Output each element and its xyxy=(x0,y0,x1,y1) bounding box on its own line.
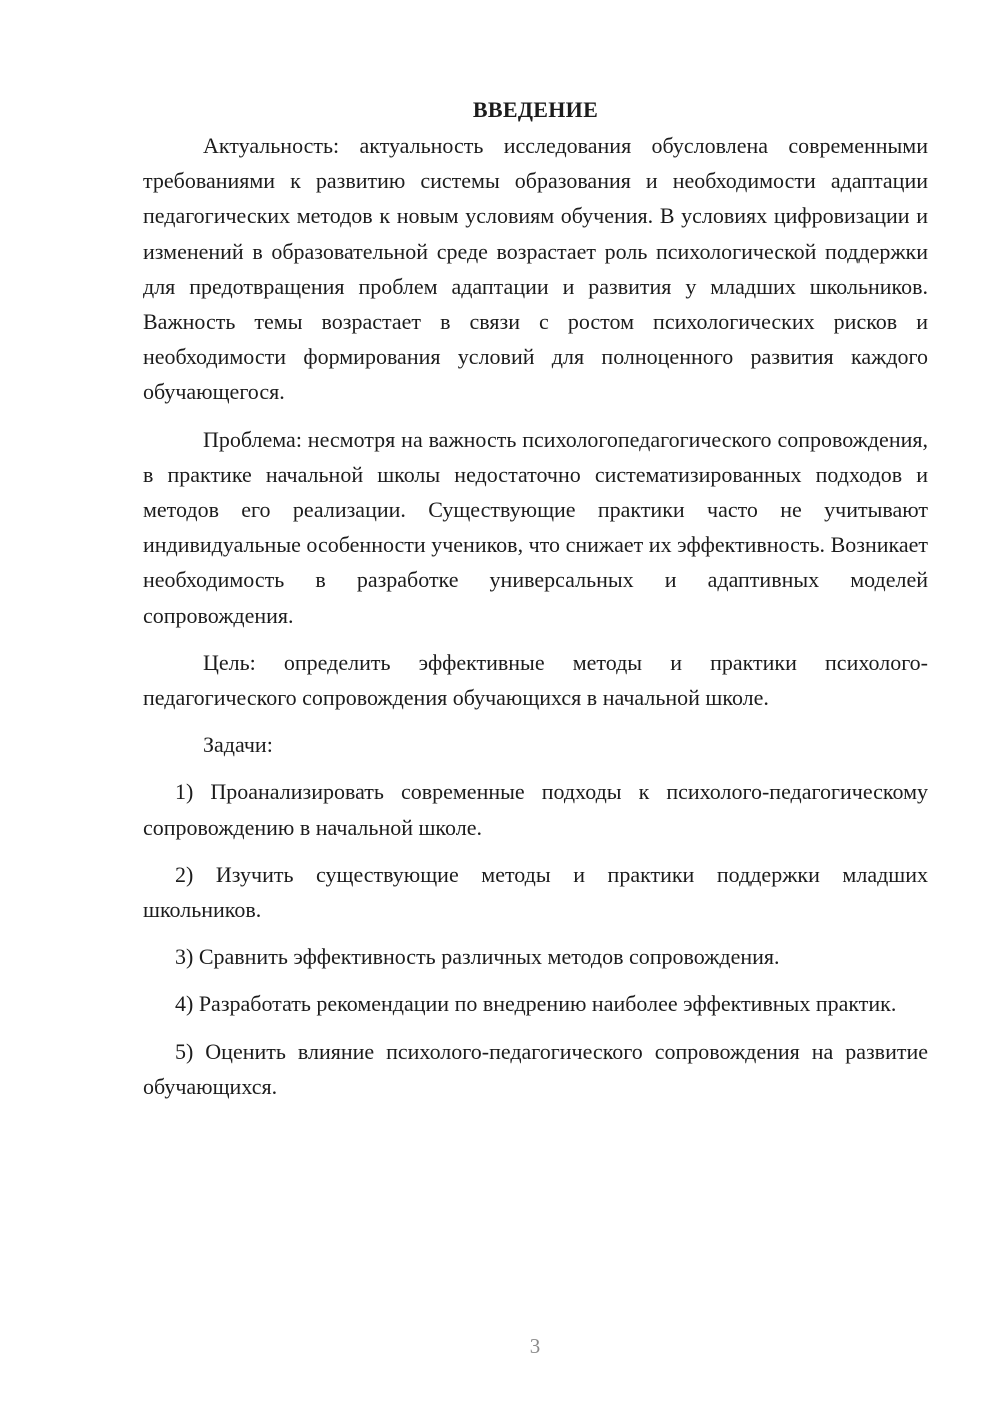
paragraph-relevance: Актуальность: актуальность исследования обусловлена современными требованиями к развитию системы образования и необходимости адаптации педагогических методов к новым условиям обучения. В условиях цифровизации и изменений в образовательной среде возрастает роль психологической поддержки для предотвращения проблем адаптации и развития у младших школьников. Важность темы возрастает в связи с ростом психологических рисков и необходимости формирования условий для полноценного развития каждого обучающегося. xyxy=(143,133,928,405)
page-number: 3 xyxy=(529,1334,541,1358)
paragraph-problem: Проблема: несмотря на важность психологопедагогического сопровождения, в практике начальной школы недостаточно систематизированных подходов и методов его реализации. Существующие практики часто не учитывают индивидуальные особенности учеников, что снижает их эффективность. Возникает необходимость в разработке универсальных и адаптивных моделей сопровождения. xyxy=(143,426,928,628)
paragraph-goal: Цель: определить эффективные методы и практики психолого-педагогического сопровождения обучающихся в начальной школе. xyxy=(143,649,928,711)
page-content xyxy=(143,94,928,1116)
task-item-4: 4) Разработать рекомендации по внедрению наиболее эффективных практик. xyxy=(175,991,897,1017)
task-item-2: 2) Изучить существующие методы и практики поддержки младших школьников. xyxy=(143,861,928,923)
task-item-3: 3) Сравнить эффективность различных методов сопровождения. xyxy=(175,944,780,970)
task-item-5: 5) Оценить влияние психолого-педагогического сопровождения на развитие обучающихся. xyxy=(143,1038,928,1099)
task-item-1: 1) Проанализировать современные подходы к психолого-педагогическому сопровождению в начальной школе. xyxy=(143,779,928,840)
tasks-heading: Задачи: xyxy=(203,732,273,758)
section-title: ВВЕДЕНИЕ xyxy=(472,97,599,122)
